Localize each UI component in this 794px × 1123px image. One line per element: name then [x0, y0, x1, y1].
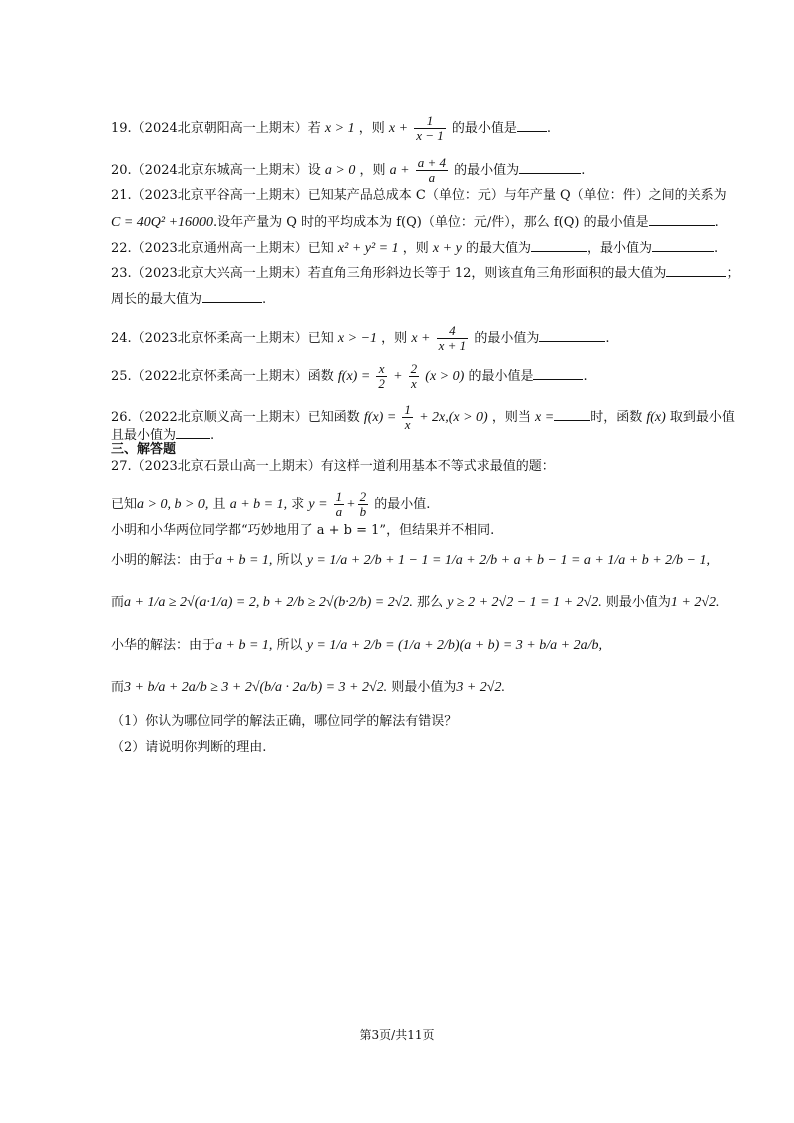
answer-blank[interactable] — [649, 213, 715, 226]
fraction: $\frac{1}{a}$ — [335, 489, 343, 519]
question-27-given: 已知a > 0, b > 0, 且 a + b = 1, 求 y = $\frac{1}{a}$ + $\frac{2}{b}$ 的最小值. — [111, 489, 431, 519]
xiaohua-solution-line2: 而3 + b/a + 2a/b ≥ 3 + 2√(b/a · 2a/b) = 3 + 2√2. 则最小值为3 + 2√2. — [111, 680, 505, 695]
answer-blank-area[interactable] — [666, 264, 726, 277]
page-footer: 第3页/共11页 — [359, 1028, 435, 1042]
question-25: 25.（2022北京怀柔高一上期末）函数 f(x) = $\frac{x}{2}$ + $\frac{2}{x}$ (x > 0) 的最小值是 . — [111, 361, 588, 391]
question-23-line1: 23.（2023北京大兴高一上期末）若直角三角形斜边长等于 12，则该直角三角形面积的最大值为 ； — [111, 266, 740, 281]
fraction: $\frac{1}{x}$ — [404, 402, 411, 432]
question-23-line2: 周长的最大值为 . — [111, 292, 267, 307]
question-21-line1: 21.（2023北京平谷高一上期末）已知某产品总成本 C（单位：元）与年产量 Q（单位：件）之间的关系为 — [111, 188, 727, 203]
xiaoming-solution-line2: 而a + 1/a ≥ 2√(a·1/a) = 2, b + 2/b ≥ 2√(b·2/b) = 2√2. 那么 y ≥ 2 + 2√2 − 1 = 1 + 2√2. 则最小值为1 + 2√2. — [111, 595, 720, 610]
fraction: $\frac{a + 4}{a}$ — [417, 155, 447, 185]
question-19: 19.（2024北京朝阳高一上期末）若 x > 1 ，则 x + $\frac{1}{x - 1}$ 的最小值是 . — [111, 113, 552, 143]
answer-blank[interactable] — [539, 329, 605, 342]
xiaoming-solution-line1: 小明的解法：由于a + b = 1, 所以 y = 1/a + 2/b + 1 − 1 = 1/a + 2/b + a + b − 1 = a + 1/a + b + 2/b − 1, — [111, 553, 711, 568]
answer-blank-min[interactable] — [176, 426, 210, 439]
answer-blank-max[interactable] — [531, 239, 587, 252]
xiaohua-solution-line1: 小华的解法：由于a + b = 1, 所以 y = 1/a + 2/b = (1/a + 2/b)(a + b) = 3 + b/a + 2a/b, — [111, 638, 602, 653]
fraction: $\frac{x}{2}$ — [378, 361, 385, 391]
question-27-intro: 27.（2023北京石景山高一上期末）有这样一道利用基本不等式求最值的题： — [111, 459, 555, 474]
question-22: 22.（2023北京通州高一上期末）已知 x² + y² = 1 ，则 x + y 的最大值为 ，最小值为 . — [111, 241, 719, 256]
question-26-line2: 且最小值为 . — [111, 428, 215, 443]
question-27-both: 小明和小华两位同学都“巧妙地用了 a + b = 1”，但结果并不相同. — [111, 523, 495, 538]
question-24: 24.（2023北京怀柔高一上期末）已知 x > −1 ，则 x + $\frac{4}{x + 1}$ 的最小值为 . — [111, 323, 610, 353]
sub-question-2: （2）请说明你判断的理由. — [111, 740, 267, 755]
answer-blank[interactable] — [519, 161, 581, 174]
question-20: 20.（2024北京东城高一上期末）设 a > 0 ，则 a + $\frac{a + 4}{a}$ 的最小值为 . — [111, 155, 586, 185]
answer-blank[interactable] — [517, 119, 547, 132]
fraction: $\frac{2}{b}$ — [359, 489, 367, 519]
sub-question-1: （1）你认为哪位同学的解法正确，哪位同学的解法有错误？ — [111, 714, 458, 729]
fraction: $\frac{4}{x + 1}$ — [438, 323, 467, 353]
fraction: $\frac{2}{x}$ — [410, 361, 418, 391]
answer-blank-x[interactable] — [554, 408, 590, 421]
question-21-line2: C = 40Q² +16000.设年产量为 Q 时的平均成本为 f(Q)（单位：元/件），那么 f(Q) 的最小值是 . — [111, 215, 719, 230]
fraction: $\frac{1}{x - 1}$ — [416, 113, 444, 143]
question-26-line1: 26.（2022北京顺义高一上期末）已知函数 f(x) = $\frac{1}{x}$ + 2x,(x > 0) ，则当 x = 时，函数 f(x) 取到最小值 — [111, 402, 735, 432]
answer-blank-perimeter[interactable] — [202, 290, 262, 303]
answer-blank[interactable] — [533, 367, 583, 380]
section-title: 三、解答题 — [111, 442, 177, 457]
answer-blank-min[interactable] — [652, 239, 714, 252]
